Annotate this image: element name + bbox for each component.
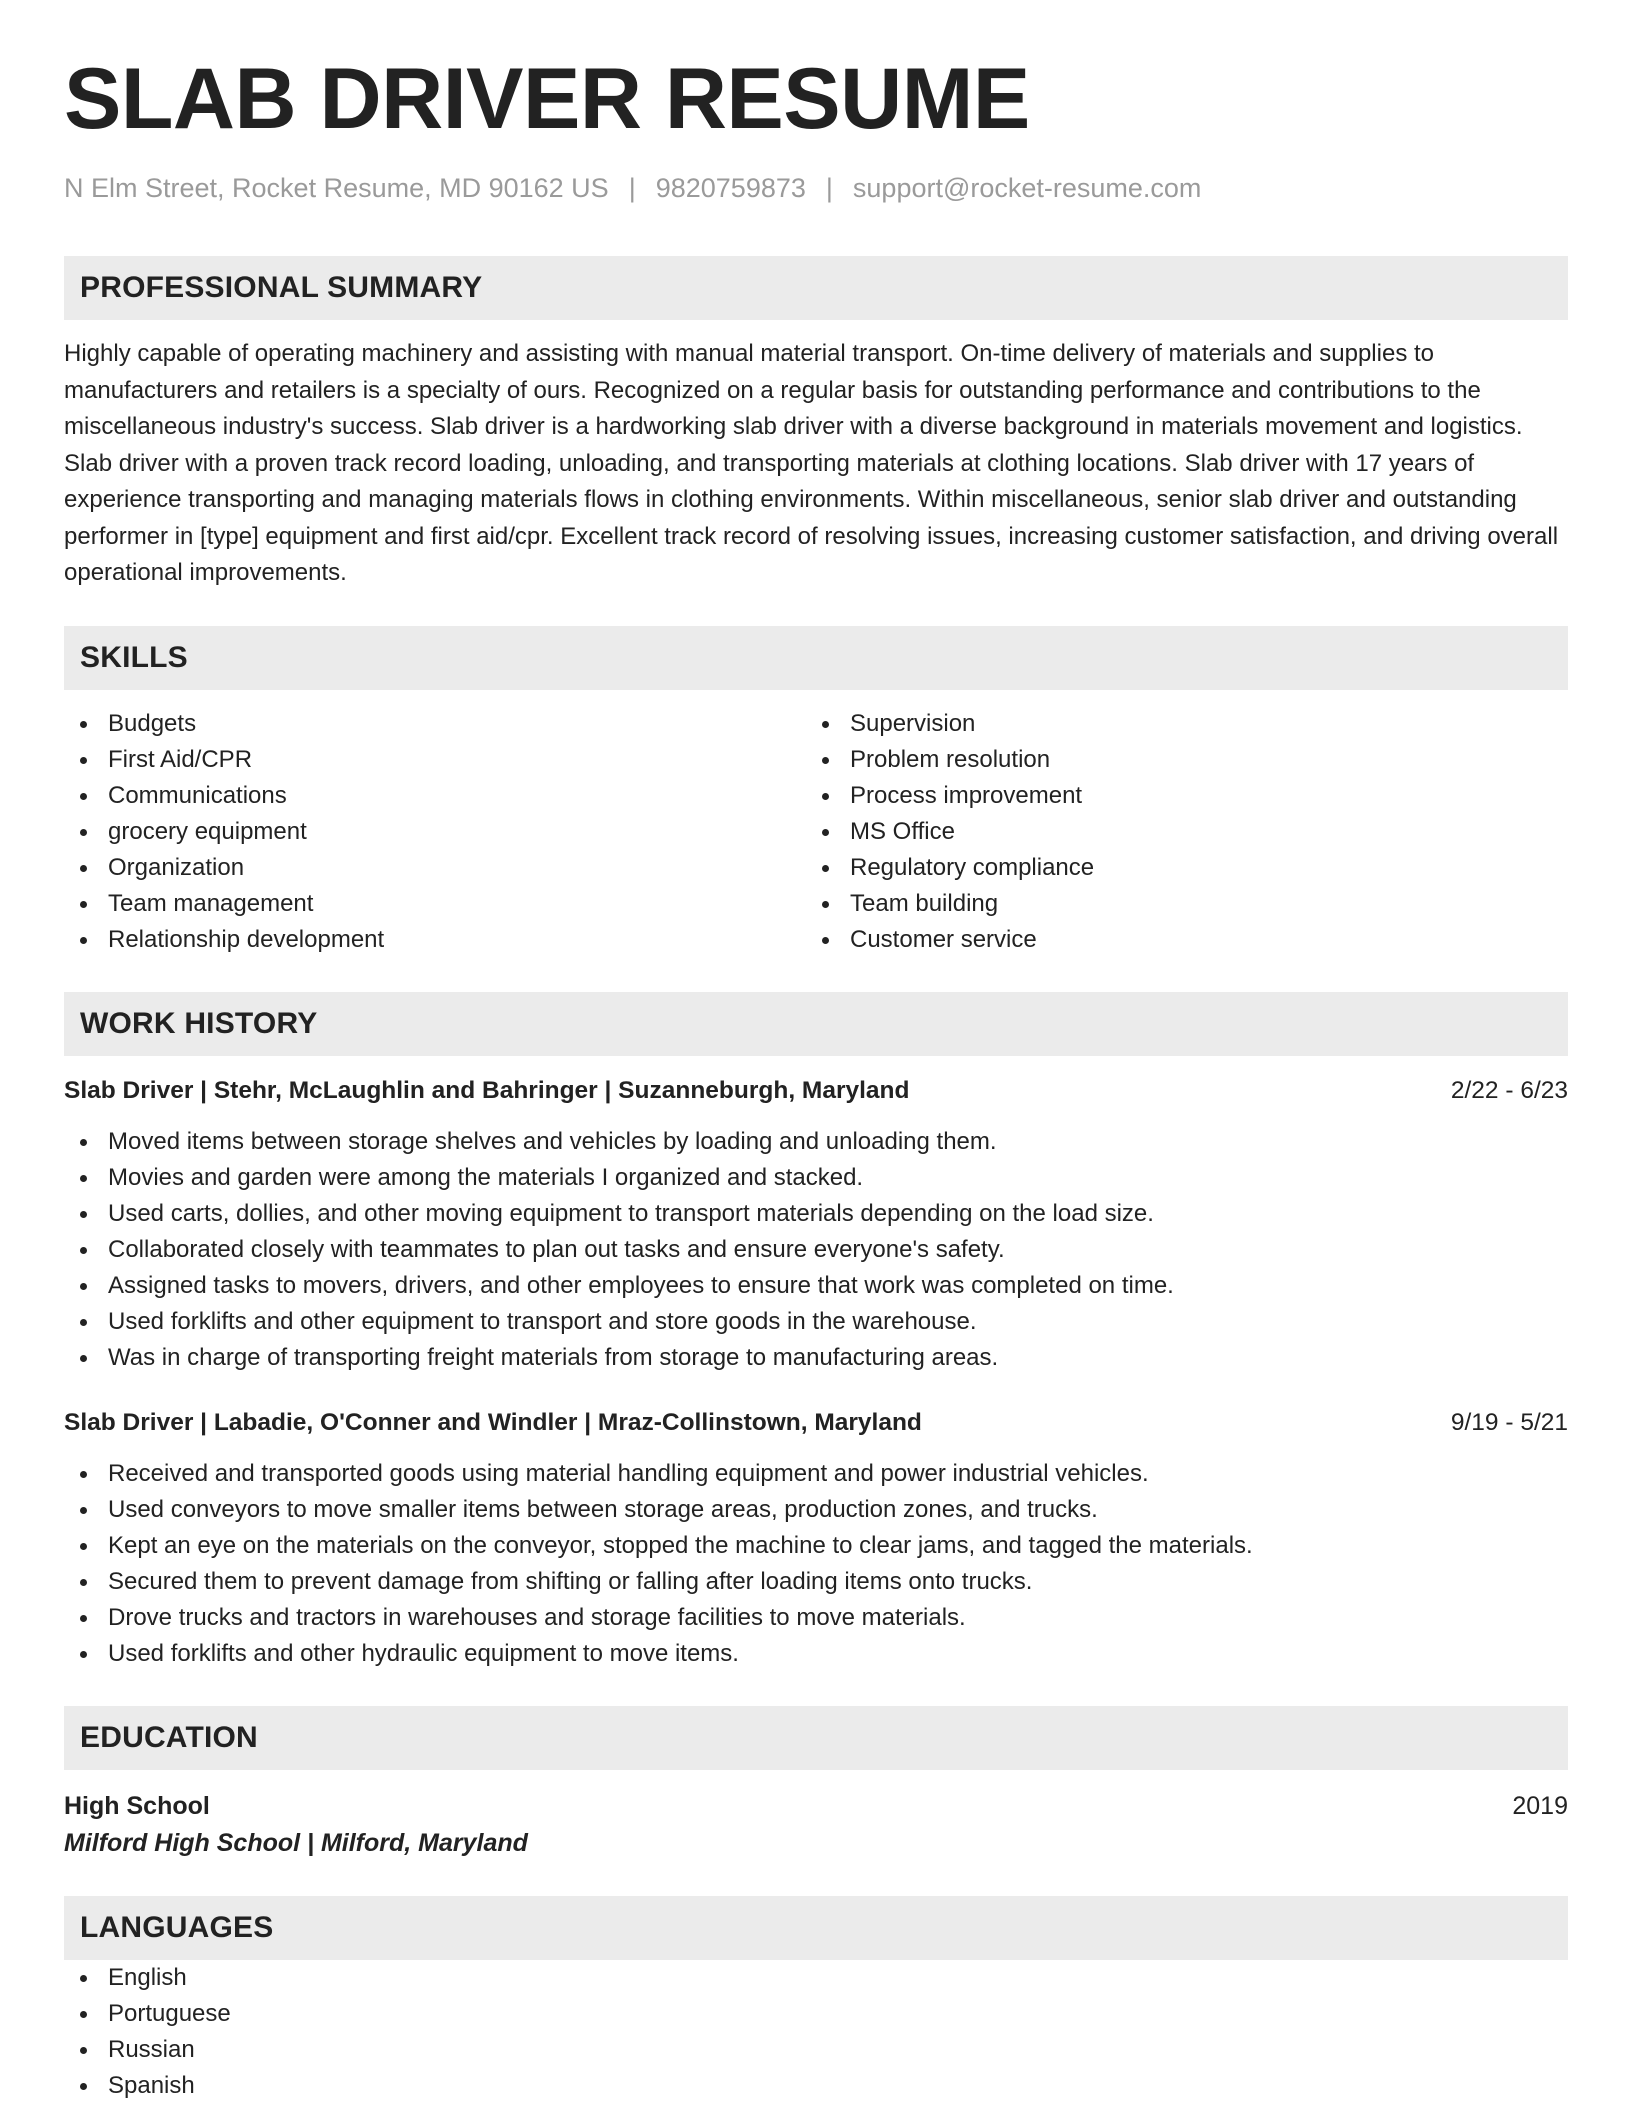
skill-item: Customer service bbox=[806, 922, 1548, 958]
job-duties bbox=[64, 1456, 1568, 1672]
job-title: Slab Driver | Labadie, O'Conner and Windler | Mraz-Collinstown, Maryland bbox=[64, 1408, 922, 1436]
skill-item: Team building bbox=[806, 886, 1548, 922]
contact-phone: 9820759873 bbox=[655, 173, 806, 203]
skill-item: MS Office bbox=[806, 814, 1548, 850]
job-dates: 2/22 - 6/23 bbox=[1450, 1076, 1568, 1104]
languages-list bbox=[64, 1960, 1568, 2104]
job-duties bbox=[64, 1124, 1568, 1376]
job-header bbox=[64, 1074, 1568, 1108]
language-item: Portuguese bbox=[64, 1996, 1568, 2032]
job-duty: Collaborated closely with teammates to plan out tasks and ensure everyone's safety. bbox=[64, 1232, 1568, 1268]
contact-email: support@rocket-resume.com bbox=[852, 173, 1202, 203]
job-title: Slab Driver | Stehr, McLaughlin and Bahringer | Suzanneburgh, Maryland bbox=[64, 1076, 910, 1104]
skills-column-right bbox=[806, 706, 1548, 958]
skill-item: Problem resolution bbox=[806, 742, 1548, 778]
skill-item: Relationship development bbox=[64, 922, 806, 958]
job-duty: Moved items between storage shelves and vehicles by loading and unloading them. bbox=[64, 1124, 1568, 1160]
section-heading-summary: PROFESSIONAL SUMMARY bbox=[64, 256, 1568, 320]
section-heading-work-history: WORK HISTORY bbox=[64, 992, 1568, 1056]
job-duty: Drove trucks and tractors in warehouses and storage facilities to move materials. bbox=[64, 1600, 1568, 1636]
education-entry bbox=[64, 1788, 1568, 1862]
job-dates: 9/19 - 5/21 bbox=[1450, 1408, 1568, 1436]
contact-line bbox=[64, 172, 1568, 204]
job-entry bbox=[64, 1074, 1568, 1376]
skill-item: Organization bbox=[64, 850, 806, 886]
language-item: English bbox=[64, 1960, 1568, 1996]
skill-item: Supervision bbox=[806, 706, 1548, 742]
education-year: 2019 bbox=[1512, 1791, 1568, 1820]
skill-item: Communications bbox=[64, 778, 806, 814]
job-duty: Assigned tasks to movers, drivers, and other employees to ensure that work was completed on time. bbox=[64, 1268, 1568, 1304]
skill-item: Team management bbox=[64, 886, 806, 922]
job-duty: Used forklifts and other equipment to transport and store goods in the warehouse. bbox=[64, 1304, 1568, 1340]
resume-title: SLAB DRIVER RESUME bbox=[64, 51, 1030, 147]
job-entry bbox=[64, 1406, 1568, 1672]
section-heading-education: EDUCATION bbox=[64, 1706, 1568, 1770]
job-duty: Secured them to prevent damage from shifting or falling after loading items onto trucks. bbox=[64, 1564, 1568, 1600]
language-item: Spanish bbox=[64, 2068, 1568, 2104]
education-school: Milford High School | Milford, Maryland bbox=[64, 1828, 528, 1857]
job-duty: Kept an eye on the materials on the conveyor, stopped the machine to clear jams, and tagged the materials. bbox=[64, 1528, 1568, 1564]
job-duty: Movies and garden were among the materials I organized and stacked. bbox=[64, 1160, 1568, 1196]
education-header bbox=[64, 1788, 1568, 1824]
job-duty: Used conveyors to move smaller items between storage areas, production zones, and trucks. bbox=[64, 1492, 1568, 1528]
summary-text: Highly capable of operating machinery and assisting with manual material transport. On-time delivery of materials and supplies to manufacturers and retailers is a specialty of ours. Recognized on a regular basis for outstanding performance and contributions to the miscellaneous industry's success. Slab driver is a hardworking slab driver with a diverse background in materials movement and logistics. Slab driver with a proven track record loading, unloading, and transporting materials at clothing locations. Slab driver with 17 years of experience transporting and managing materials flows in clothing environments. Within miscellaneous, senior slab driver and outstanding performer in [type] equipment and first aid/cpr. Excellent track record of resolving issues, increasing customer satisfaction, and driving overall operational improvements. bbox=[64, 340, 1559, 587]
education-degree: High School bbox=[64, 1791, 210, 1820]
skill-item: grocery equipment bbox=[64, 814, 806, 850]
job-header bbox=[64, 1406, 1568, 1440]
job-duty: Was in charge of transporting freight materials from storage to manufacturing areas. bbox=[64, 1340, 1568, 1376]
contact-separator: | bbox=[628, 173, 636, 203]
skills-column-left bbox=[64, 706, 806, 958]
language-item: Russian bbox=[64, 2032, 1568, 2068]
section-heading-skills: SKILLS bbox=[64, 626, 1568, 690]
resume-page bbox=[64, 51, 1568, 2104]
skill-item: Process improvement bbox=[806, 778, 1548, 814]
job-duty: Used forklifts and other hydraulic equipment to move items. bbox=[64, 1636, 1568, 1672]
skill-item: First Aid/CPR bbox=[64, 742, 806, 778]
skill-item: Regulatory compliance bbox=[806, 850, 1548, 886]
job-duty: Used carts, dollies, and other moving equipment to transport materials depending on the load size. bbox=[64, 1196, 1568, 1232]
job-duty: Received and transported goods using material handling equipment and power industrial vehicles. bbox=[64, 1456, 1568, 1492]
skill-item: Budgets bbox=[64, 706, 806, 742]
contact-separator: | bbox=[825, 173, 833, 203]
contact-address: N Elm Street, Rocket Resume, MD 90162 US bbox=[64, 173, 609, 203]
section-heading-languages: LANGUAGES bbox=[64, 1896, 1568, 1960]
skills-grid bbox=[64, 706, 1568, 958]
